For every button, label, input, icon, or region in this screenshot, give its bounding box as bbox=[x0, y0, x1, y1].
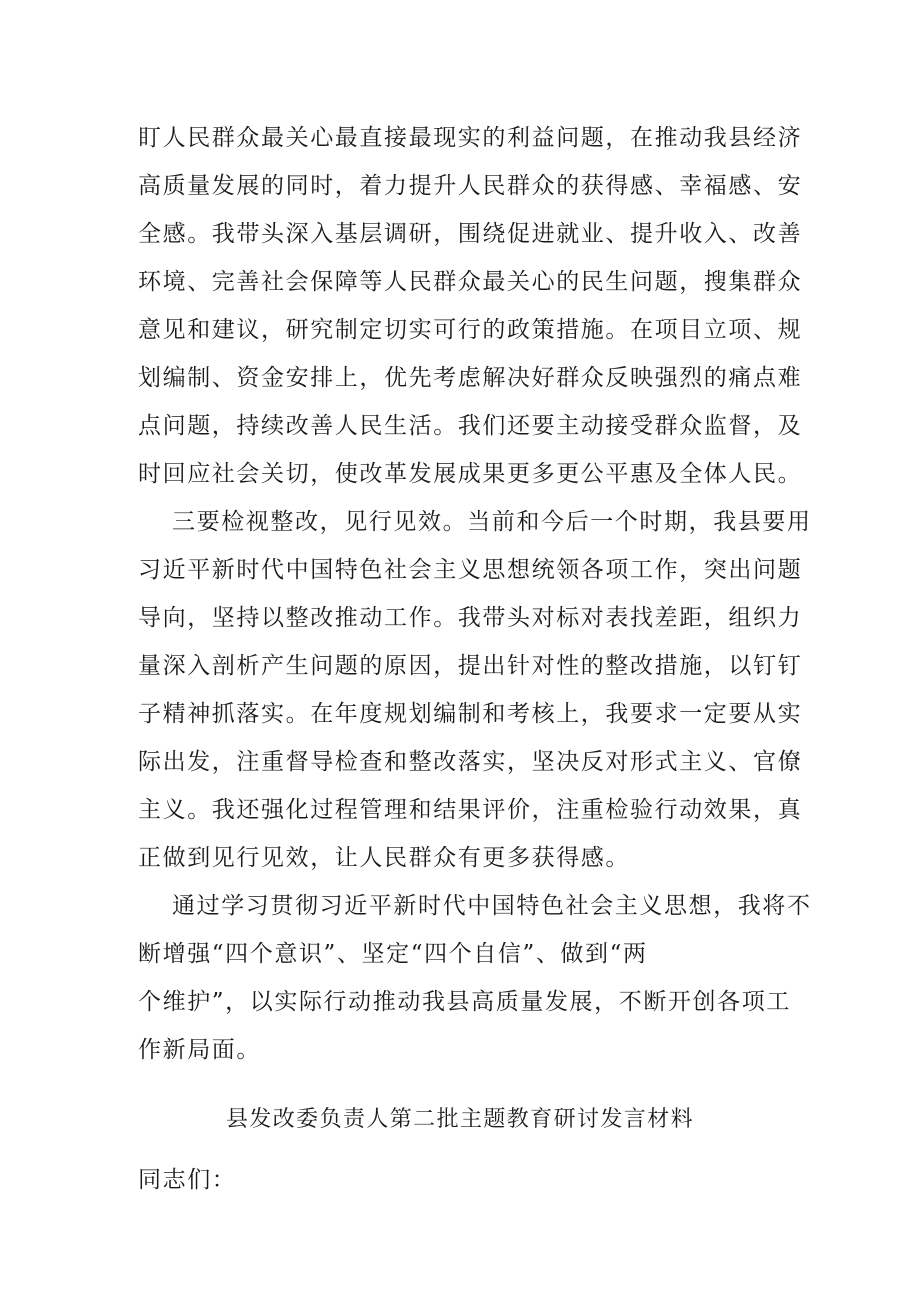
text-line: 时回应社会关切，使改革发展成果更多更公平惠及全体人民。 bbox=[138, 461, 803, 487]
salutation: 同志们： bbox=[138, 1167, 237, 1193]
text-line: 环境、完善社会保障等人民群众最关心的民生问题，搜集群众 bbox=[138, 269, 803, 295]
text-line: 量深入剖析产生问题的原因，提出针对性的整改措施，以钉钉 bbox=[138, 653, 803, 679]
text-line: 盯人民群众最关心最直接最现实的利益问题，在推动我县经济 bbox=[138, 125, 803, 151]
text-line: 高质量发展的同时，着力提升人民群众的获得感、幸福感、安 bbox=[138, 173, 803, 199]
document-title: 县发改委负责人第二批主题教育研讨发言材料 bbox=[225, 1107, 694, 1132]
text-line: 断增强“四个意识”、坚定“四个自信”、做到“两 bbox=[138, 941, 648, 967]
text-line: 通过学习贯彻习近平新时代中国特色社会主义思想，我将不 bbox=[172, 893, 812, 919]
text-line: 际出发，注重督导检查和整改落实，坚决反对形式主义、官僚 bbox=[138, 749, 803, 775]
body-text bbox=[138, 114, 812, 1074]
text-line: 习近平新时代中国特色社会主义思想统领各项工作，突出问题 bbox=[138, 557, 803, 583]
text-line: 全感。我带头深入基层调研，围绕促进就业、提升收入、改善 bbox=[138, 221, 803, 247]
text-line: 意见和建议，研究制定切实可行的政策措施。在项目立项、规 bbox=[138, 317, 803, 343]
text-line: 导向，坚持以整改推动工作。我带头对标对表找差距，组织力 bbox=[138, 605, 803, 631]
text-line: 划编制、资金安排上，优先考虑解决好群众反映强烈的痛点难 bbox=[138, 365, 803, 391]
text-line: 正做到见行见效，让人民群众有更多获得感。 bbox=[138, 845, 630, 871]
text-line: 三要检视整改，见行见效。当前和今后一个时期，我县要用 bbox=[172, 509, 812, 535]
text-line: 子精神抓落实。在年度规划编制和考核上，我要求一定要从实 bbox=[138, 701, 803, 727]
text-line: 点问题，持续改善人民生活。我们还要主动接受群众监督，及 bbox=[138, 413, 803, 439]
text-line: 主义。我还强化过程管理和结果评价，注重检验行动效果，真 bbox=[138, 797, 803, 823]
text-line: 作新局面。 bbox=[138, 1037, 261, 1063]
text-line: 个维护”，以实际行动推动我县高质量发展，不断开创各项工 bbox=[138, 989, 791, 1015]
